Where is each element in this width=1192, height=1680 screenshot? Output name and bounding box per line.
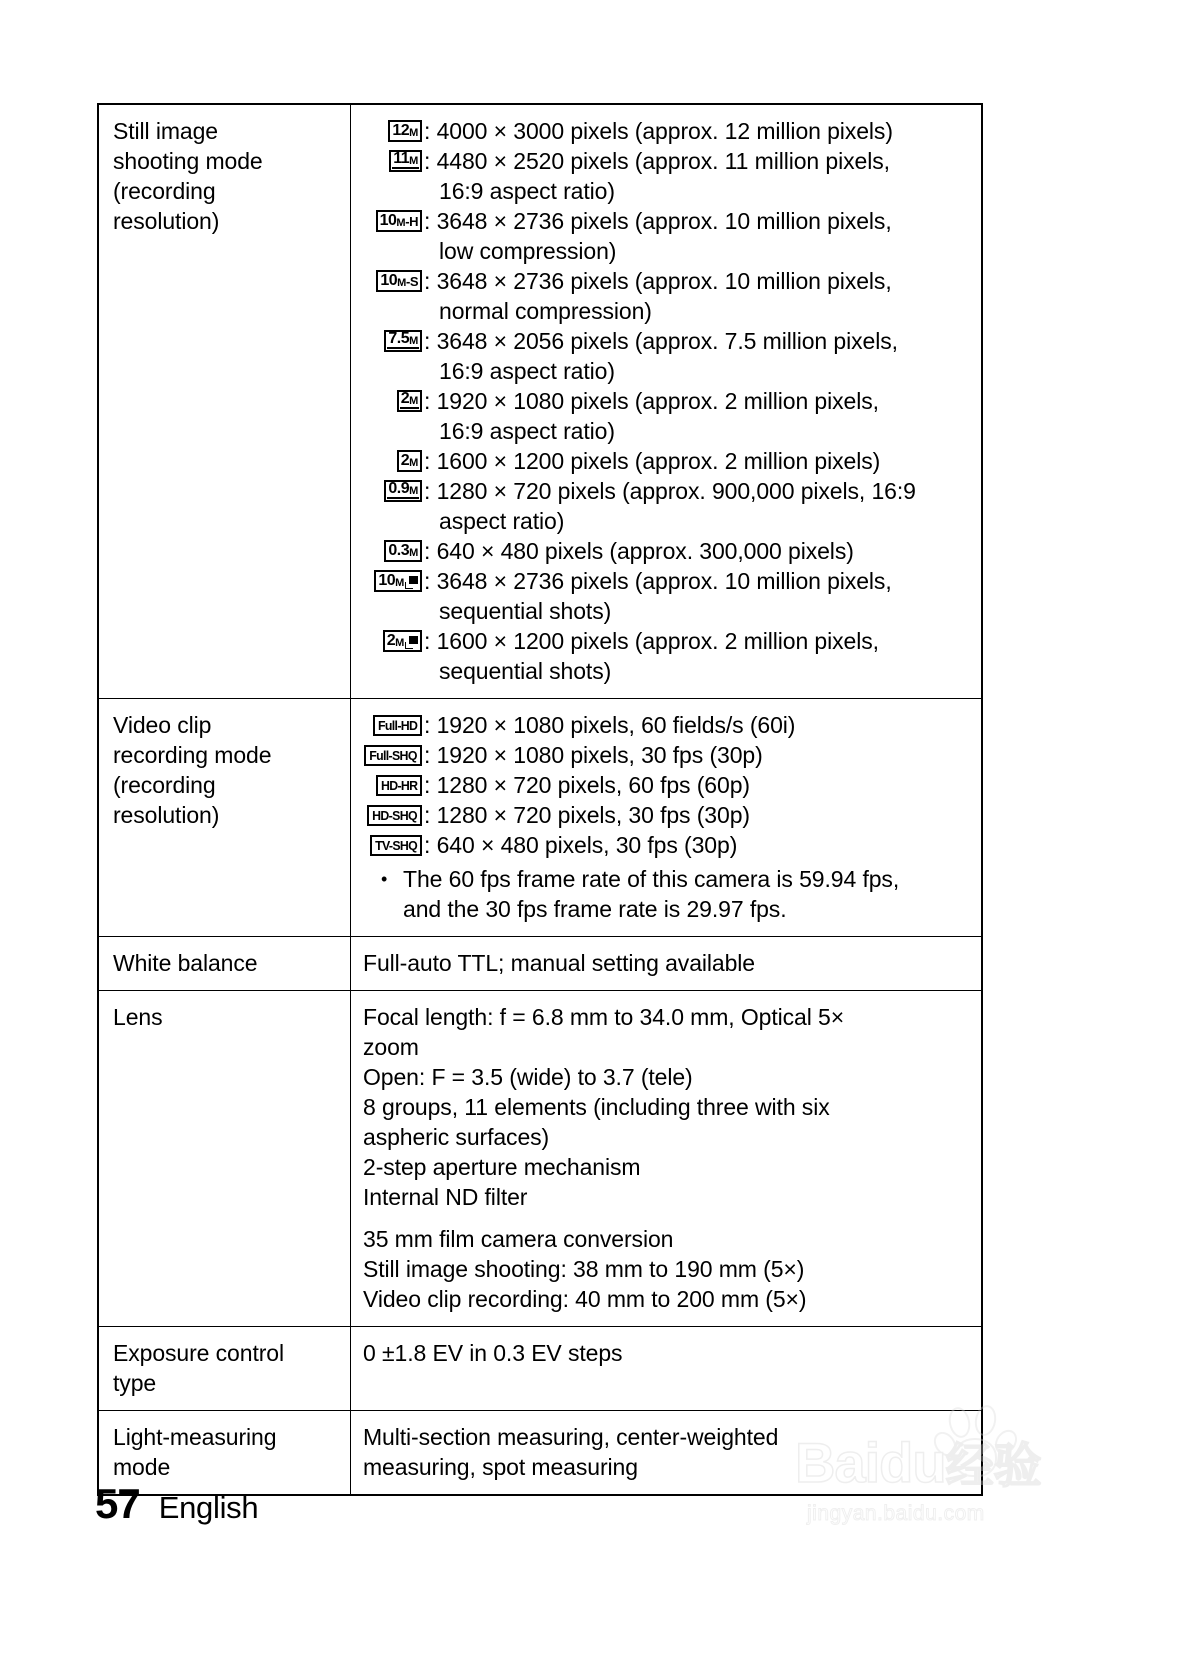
- row-value-cell: [351, 104, 983, 699]
- row-label-line: shooting mode: [113, 148, 263, 174]
- row-value-cell: [351, 937, 983, 991]
- value-line: Full-auto TTL; manual setting available: [363, 950, 755, 976]
- badge-slot: [363, 770, 422, 800]
- note-bullet: [363, 864, 973, 924]
- video-mode-hd-hr-icon: HD-HR: [376, 775, 422, 796]
- row-label: [99, 991, 350, 1044]
- badge-slot: [363, 446, 422, 476]
- video-mode-entry-text: : 1920 × 1080 pixels, 60 fields/s (60i): [424, 712, 796, 738]
- resolution-entry-text: : 1280 × 720 pixels (approx. 900,000 pixels, 16:9: [424, 478, 916, 504]
- row-label-line: Light-measuring: [113, 1424, 277, 1450]
- badge-slot: [363, 710, 422, 740]
- resolution-entry-text: : 4480 × 2520 pixels (approx. 11 million pixels,: [424, 148, 890, 174]
- row-value-cell: [351, 1411, 983, 1496]
- resolution-10m-sequential-icon: 10 M: [374, 570, 422, 592]
- page-footer: [95, 1480, 258, 1528]
- video-mode-entry: [363, 830, 973, 860]
- page-number: 57: [95, 1480, 140, 1527]
- resolution-entry-cont: 16:9 aspect ratio): [439, 358, 615, 384]
- video-mode-full-hd-icon: Full-HD: [373, 715, 422, 736]
- resolution-entry-cont: 16:9 aspect ratio): [439, 178, 615, 204]
- row-label-line: Lens: [113, 1004, 163, 1030]
- video-mode-entry-text: : 1280 × 720 pixels, 30 fps (30p): [424, 802, 750, 828]
- badge-slot: [363, 536, 422, 566]
- row-value: [351, 991, 981, 1326]
- resolution-entry-text: : 4000 × 3000 pixels (approx. 12 million pixels): [424, 118, 893, 144]
- sequential-shots-icon: [405, 576, 418, 589]
- value-line: Multi-section measuring, center-weighted: [363, 1424, 779, 1450]
- value-line: 0 ±1.8 EV in 0.3 EV steps: [363, 1340, 623, 1366]
- row-value-cell: [351, 991, 983, 1327]
- row-label: [99, 937, 350, 990]
- resolution-75m-icon: 7.5 M: [384, 330, 422, 352]
- row-label-line: mode: [113, 1454, 171, 1480]
- row-label-line: White balance: [113, 950, 258, 976]
- row-label-line: type: [113, 1370, 157, 1396]
- value-line: measuring, spot measuring: [363, 1454, 638, 1480]
- video-mode-entry: [363, 710, 973, 740]
- row-value-cell: [351, 1327, 983, 1411]
- value-line: zoom: [363, 1034, 419, 1060]
- row-value: [351, 1327, 981, 1380]
- resolution-entry-cont: sequential shots): [439, 658, 612, 684]
- watermark-brand-cn: 经验: [945, 1440, 1042, 1493]
- row-label-cell: [98, 991, 351, 1327]
- video-mode-entry: [363, 800, 973, 830]
- resolution-entry-cont: 16:9 aspect ratio): [439, 418, 615, 444]
- resolution-03m-icon: 0.3 M: [384, 540, 422, 562]
- resolution-entry: [363, 206, 973, 236]
- sequential-shots-icon: [405, 636, 418, 649]
- note-line: The 60 fps frame rate of this camera is 59.94 fps,: [403, 866, 900, 892]
- badge-slot: [363, 326, 422, 356]
- bullet-icon: •: [381, 869, 388, 889]
- video-mode-entry: [363, 770, 973, 800]
- video-mode-entry-text: : 1920 × 1080 pixels, 30 fps (30p): [424, 742, 763, 768]
- resolution-11m-icon: 11 M: [389, 150, 422, 172]
- row-value-cell: [351, 699, 983, 937]
- resolution-2m-wide-icon: 2 M: [397, 390, 422, 412]
- resolution-entry: [363, 266, 973, 296]
- badge-slot: [363, 146, 422, 176]
- video-mode-hd-shq-icon: HD-SHQ: [367, 805, 422, 826]
- resolution-entry-text: : 1600 × 1200 pixels (approx. 2 million pixels,: [424, 628, 879, 654]
- value-line: Internal ND filter: [363, 1184, 528, 1210]
- row-value: [351, 1411, 981, 1494]
- watermark-brand-latin: Baidu: [795, 1431, 946, 1494]
- row-label-line: Still image: [113, 118, 218, 144]
- resolution-entry: [363, 326, 973, 356]
- row-label: [99, 699, 350, 842]
- value-line: 2-step aperture mechanism: [363, 1154, 641, 1180]
- badge-slot: [363, 116, 422, 146]
- badge-slot: [363, 566, 422, 596]
- value-line: Video clip recording: 40 mm to 200 mm (5×): [363, 1286, 807, 1312]
- badge-slot: [363, 476, 422, 506]
- resolution-entry: [363, 536, 973, 566]
- badge-slot: [363, 830, 422, 860]
- note-bullet-text: [403, 864, 973, 924]
- resolution-entry-text: : 3648 × 2056 pixels (approx. 7.5 million pixels,: [424, 328, 898, 354]
- resolution-entry: [363, 146, 973, 176]
- resolution-entry-cont: sequential shots): [439, 598, 612, 624]
- resolution-entry-text: : 640 × 480 pixels (approx. 300,000 pixels): [424, 538, 854, 564]
- badge-slot: [363, 740, 422, 770]
- table-body: [98, 104, 982, 1495]
- value-line: 35 mm film camera conversion: [363, 1226, 674, 1252]
- video-mode-tv-shq-icon: TV-SHQ: [370, 835, 422, 856]
- page-language-label: English: [158, 1490, 259, 1525]
- resolution-entry: [363, 566, 973, 596]
- badge-slot: [363, 626, 422, 656]
- resolution-12m-icon: 12 M: [388, 120, 422, 142]
- table-row: [98, 699, 982, 937]
- resolution-entry: [363, 446, 973, 476]
- resolution-10mh-icon: 10 M -H: [376, 210, 422, 232]
- specifications-table: [97, 103, 983, 1496]
- resolution-entry: [363, 116, 973, 146]
- value-line: Still image shooting: 38 mm to 190 mm (5×): [363, 1256, 805, 1282]
- row-label-line: Exposure control: [113, 1340, 284, 1366]
- table-row: [98, 1327, 982, 1411]
- badge-slot: [363, 386, 422, 416]
- resolution-entry: [363, 626, 973, 656]
- resolution-2m-icon: 2 M: [397, 450, 422, 472]
- row-label-cell: [98, 1327, 351, 1411]
- row-label: [99, 105, 350, 248]
- row-label-line: resolution): [113, 802, 220, 828]
- resolution-entry-text: : 1600 × 1200 pixels (approx. 2 million pixels): [424, 448, 881, 474]
- row-label-line: (recording: [113, 772, 216, 798]
- row-label-cell: [98, 699, 351, 937]
- watermark-url: jingyan.baidu.com: [807, 1502, 985, 1525]
- row-label-line: (recording: [113, 178, 216, 204]
- resolution-entry-cont: aspect ratio): [439, 508, 565, 534]
- row-value: [351, 699, 981, 936]
- resolution-entry-text: : 3648 × 2736 pixels (approx. 10 million pixels,: [424, 568, 892, 594]
- paragraph-gap: [363, 1212, 973, 1224]
- value-line: Focal length: f = 6.8 mm to 34.0 mm, Optical 5×: [363, 1004, 845, 1030]
- table-row: [98, 104, 982, 699]
- row-value: [351, 105, 981, 698]
- resolution-entry-text: : 3648 × 2736 pixels (approx. 10 million pixels,: [424, 208, 892, 234]
- resolution-entry: [363, 386, 973, 416]
- row-label-line: resolution): [113, 208, 220, 234]
- resolution-entry-cont: low compression): [439, 238, 617, 264]
- resolution-entry-text: : 1920 × 1080 pixels (approx. 2 million pixels,: [424, 388, 879, 414]
- resolution-entry-text: : 3648 × 2736 pixels (approx. 10 million pixels,: [424, 268, 892, 294]
- badge-slot: [363, 266, 422, 296]
- resolution-entry-cont: normal compression): [439, 298, 652, 324]
- row-label-line: recording mode: [113, 742, 272, 768]
- row-label: [99, 1327, 350, 1410]
- badge-slot: [363, 206, 422, 236]
- row-label-cell: [98, 104, 351, 699]
- value-line: 8 groups, 11 elements (including three with six: [363, 1094, 830, 1120]
- table-row: [98, 937, 982, 991]
- video-mode-entry-text: : 640 × 480 pixels, 30 fps (30p): [424, 832, 738, 858]
- note-line: and the 30 fps frame rate is 29.97 fps.: [403, 896, 787, 922]
- resolution-10ms-icon: 10 M -S: [376, 270, 422, 292]
- row-label-cell: [98, 937, 351, 991]
- video-mode-full-shq-icon: Full-SHQ: [364, 745, 422, 766]
- table-row: [98, 991, 982, 1327]
- resolution-entry: [363, 476, 973, 506]
- video-mode-entry-text: : 1280 × 720 pixels, 60 fps (60p): [424, 772, 750, 798]
- resolution-09m-icon: 0.9 M: [384, 480, 422, 502]
- resolution-2m-sequential-icon: 2 M: [383, 630, 422, 652]
- row-label-line: Video clip: [113, 712, 212, 738]
- badge-slot: [363, 800, 422, 830]
- value-line: Open: F = 3.5 (wide) to 3.7 (tele): [363, 1064, 693, 1090]
- video-mode-entry: [363, 740, 973, 770]
- row-value: [351, 937, 981, 990]
- value-line: aspheric surfaces): [363, 1124, 550, 1150]
